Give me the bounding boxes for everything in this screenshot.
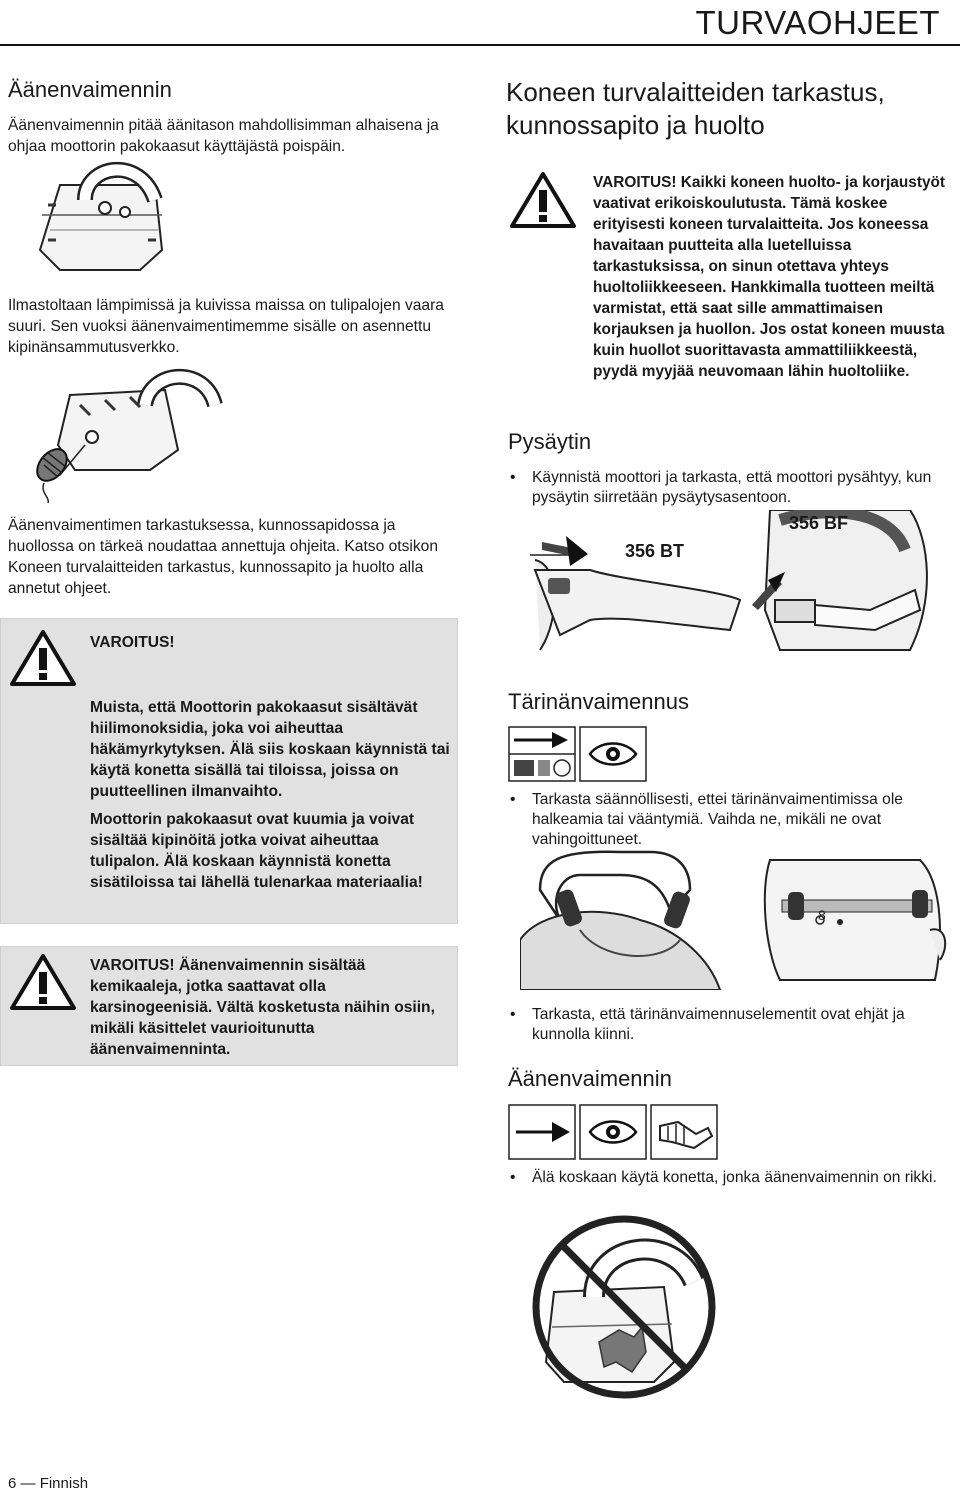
bullet-text: Älä koskaan käytä konetta, jonka äänenvaimennin on rikki. bbox=[532, 1169, 937, 1186]
warning-maintenance-text: VAROITUS! Kaikki koneen huolto- ja korjaustyöt vaativat erikoiskoulutusta. Tämä koskee erityisesti koneen turvalaitteita. Jos koneessa havaitaan puutteita alla luetelluissa tarkastuksissa, on sinun otettava yhteys huoltoliikkeeseen. Hankkimalla tuotteen meiltä varmistat, että saat sille ammattimaisen korjauksen ja huollon. Jos ostat koneen muusta kuin huollot suorittavasta ammattiliikkeestä, pyydä myyjää neuvomaan lähin huoltoliike. bbox=[593, 174, 946, 380]
warning-para-carbon-monoxide: Muista, että Moottorin pakokaasut sisältävät hiilimonoksidia, joka voi aiheuttaa häkämyrkytyksen. Älä siis koskaan käynnistä tai käytä konetta sisällä tai tiloissa, joissa on puutteellinen ilmanvaihto. bbox=[90, 699, 450, 800]
warning-para-fire: Moottorin pakokaasut ovat kuumia ja voivat sisältää kipinöitä jotka voivat aiheuttaa tulipalon. Älä koskaan käynnistä konetta sisätiloissa tai lähellä tulenarkaa materiaalia! bbox=[90, 811, 423, 891]
warning-triangle-icon bbox=[508, 170, 578, 230]
footer-language: Finnish bbox=[39, 1475, 89, 1492]
svg-text:8: 8 bbox=[818, 907, 826, 923]
muffler-illustration bbox=[30, 160, 180, 280]
warning-triangle-icon bbox=[8, 628, 78, 688]
bullet-vibration-check bbox=[510, 790, 952, 850]
inspection-text: Äänenvaimentimen tarkastuksessa, kunnossapidossa ja huollossa on tärkeä noudattaa annettuja ohjeita. Katso otsikon Koneen turvalaitteiden tarkastus, kunnossapito ja huolto alla annetut ohjeet. bbox=[8, 517, 439, 597]
model-label-356bt: 356 BT bbox=[625, 541, 685, 561]
section-title-vibration: Tärinänvaimennus bbox=[508, 689, 689, 714]
bullet-broken-muffler bbox=[510, 1168, 952, 1188]
bullet-text: Tarkasta, että tärinänvaimennuselementit ovat ehjät ja kunnolla kiinni. bbox=[532, 1006, 905, 1043]
header-divider bbox=[0, 44, 960, 46]
section-title-safety-equipment: Koneen turvalaitteiden tarkastus, kunnossapito ja huolto bbox=[506, 77, 885, 140]
section-title-muffler-check: Äänenvaimennin bbox=[508, 1066, 672, 1091]
page-number: 6 bbox=[8, 1475, 17, 1492]
vibration-symbols bbox=[508, 726, 648, 782]
spark-arrestor-illustration bbox=[30, 365, 230, 505]
section-title-muffler: Äänenvaimennin bbox=[8, 77, 172, 102]
stop-switch-illustration bbox=[530, 510, 950, 670]
model-label-356bf: 356 BF bbox=[789, 513, 849, 533]
muffler-check-symbols bbox=[508, 1104, 718, 1160]
bullet-dot: • bbox=[510, 791, 516, 808]
no-symbol-icon bbox=[524, 1212, 724, 1402]
page-footer bbox=[8, 1475, 88, 1492]
muffler-intro: Äänenvaimennin pitää äänitason mahdollisimman alhaisena ja ohjaa moottorin pakokaasut käyttäjästä poispäin. bbox=[8, 117, 439, 155]
footer-dash: — bbox=[20, 1475, 36, 1492]
bullet-damper-elements bbox=[510, 1005, 952, 1045]
warning-heading: VAROITUS! bbox=[90, 634, 175, 651]
bullet-text: Tarkasta säännöllisesti, ettei tärinänvaimentimissa ole halkeamia tai vääntymiä. Vaihda ne, mikäli ne ovat vahingoittuneet. bbox=[532, 791, 903, 848]
climate-text: Ilmastoltaan lämpimissä ja kuivissa maissa on tulipalojen vaara suuri. Sen vuoksi äänenvaimentimemme sisälle on asennettu kipinänsammutusverkko. bbox=[8, 297, 444, 356]
vibration-damper-illustration bbox=[520, 850, 950, 990]
bullet-stop-switch bbox=[510, 468, 952, 508]
section-title-stop-switch: Pysäytin bbox=[508, 429, 592, 454]
page-title: TURVAOHJEET bbox=[695, 4, 940, 41]
bullet-dot: • bbox=[510, 1006, 516, 1023]
bullet-text: Käynnistä moottori ja tarkasta, että moottori pysähtyy, kun pysäytin siirretään pysäytysasentoon. bbox=[532, 469, 932, 506]
bullet-dot: • bbox=[510, 1169, 516, 1186]
warning-chemicals-text: VAROITUS! Äänenvaimennin sisältää kemikaaleja, jotka saattavat olla karsinogeenisiä. Vältä kosketusta näihin osiin, mikäli käsittelet vaurioitunutta äänenvaimenninta. bbox=[90, 957, 435, 1058]
warning-triangle-icon bbox=[8, 952, 78, 1012]
bullet-dot: • bbox=[510, 469, 516, 486]
